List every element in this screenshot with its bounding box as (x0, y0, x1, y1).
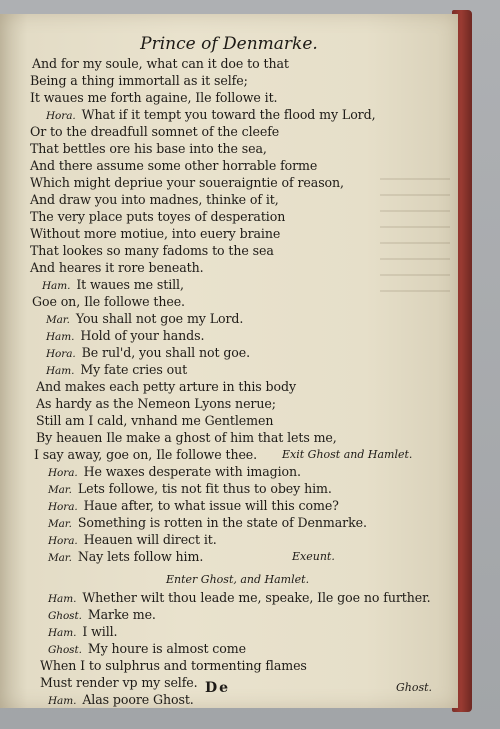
text-line: Goe on, Ile followe thee. (32, 294, 185, 309)
text-line: Mar. Lets followe, tis not fit thus to obey him. (48, 481, 332, 496)
text-line: And for my soule, what can it doe to that (32, 56, 289, 71)
running-header: Prince of Denmarke. (140, 34, 318, 54)
text-line: When I to sulphrus and tormenting flames (40, 658, 307, 673)
text-line: As hardy as the Nemeon Lyons nerue; (36, 396, 276, 411)
text-line: Without more motiue, into euery braine (30, 226, 281, 241)
text-line: Mar. You shall not goe my Lord. (46, 311, 244, 326)
text-line: And heares it rore beneath. (30, 260, 204, 275)
text-line: And there assume some other horrable forme (30, 158, 318, 173)
text-line: Ham. I will. (48, 624, 118, 639)
text-line: Mar. Nay lets follow him. (48, 549, 204, 564)
text-block (0, 14, 458, 708)
text-line: Ham. Whether wilt thou leade me, speake, Ile goe no further. (48, 590, 431, 605)
text-line: That bettles ore his base into the sea, (30, 141, 267, 156)
text-line: Or to the dreadfull somnet of the cleefe (30, 124, 280, 139)
text-line: Hora. Haue after, to what issue will this come? (48, 498, 339, 513)
text-line: Ghost. My houre is almost come (48, 641, 246, 656)
text-line: And makes each petty arture in this body (36, 379, 296, 394)
text-line: Being a thing immortall as it selfe; (30, 73, 248, 88)
text-line: Ham. It waues me still, (42, 277, 184, 292)
text-line: Must render vp my selfe. (40, 675, 198, 690)
text-line: The very place puts toyes of desperation (30, 209, 286, 224)
stage-direction-enter: Enter Ghost, and Hamlet. (166, 573, 310, 586)
signature-mark: De (205, 680, 231, 696)
text-line: Hora. What if it tempt you toward the flood my Lord, (46, 107, 376, 122)
catchword: Ghost. (396, 681, 433, 694)
text-line: It waues me forth againe, Ile followe it. (30, 90, 278, 105)
text-line: Hora. Be rul'd, you shall not goe. (46, 345, 251, 360)
text-line: By heauen Ile make a ghost of him that lets me, (36, 430, 337, 445)
text-line: Ham. My fate cries out (46, 362, 188, 377)
text-line: Hora. He waxes desperate with imagion. (48, 464, 301, 479)
text-line: Ghost. Marke me. (48, 607, 156, 622)
text-line: Hora. Heauen will direct it. (48, 532, 217, 547)
text-line: Mar. Something is rotten in the state of Denmarke. (48, 515, 367, 530)
text-line: Ham. Hold of your hands. (46, 328, 205, 343)
text-line: I say away, goe on, Ile followe thee. (34, 447, 258, 462)
text-line: And draw you into madnes, thinke of it, (30, 192, 279, 207)
stage-direction-exeunt: Exeunt. (292, 550, 335, 563)
book-page (0, 14, 458, 708)
text-line: Which might depriue your soueraigntie of reason, (30, 175, 344, 190)
text-line: Still am I cald, vnhand me Gentlemen (36, 413, 274, 428)
stage-direction-exit: Exit Ghost and Hamlet. (282, 448, 413, 461)
text-line: Ham. Alas poore Ghost. (48, 692, 194, 707)
text-line: That lookes so many fadoms to the sea (30, 243, 274, 258)
